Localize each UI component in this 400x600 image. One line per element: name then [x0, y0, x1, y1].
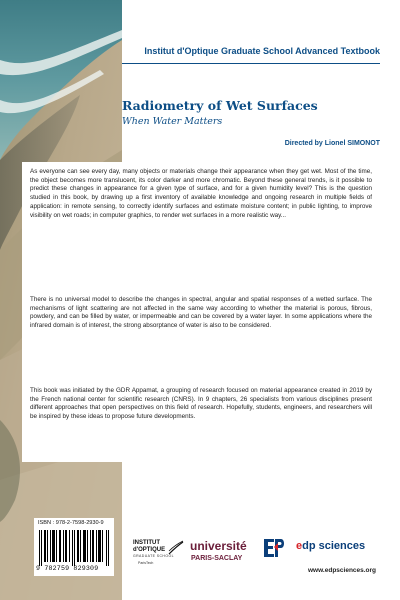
institut-logo-text-3: GRADUATE SCHOOL — [133, 554, 174, 558]
book-subtitle: When Water Matters — [122, 116, 223, 127]
book-director: Directed by Lionel SIMONOT — [284, 140, 380, 147]
isbn-digits: 9 782759 829309 — [36, 565, 99, 572]
header-divider — [122, 63, 380, 64]
ep-logo-icon — [262, 537, 286, 559]
publisher-website: www.edpsciences.org — [308, 567, 377, 574]
series-title: Institut d'Optique Graduate School Advanced Textbook — [144, 46, 380, 56]
edp-e-letter: e — [296, 540, 303, 552]
paragraph-origin: This book was initiated by the GDR Appamat, a grouping of research focused on material appearance created in 2019 by the French national center for scientific research (CNRS). In 9 chapters, 26 specialists from various disciplines present different approaches that open perspectives on this field of research. Hopefully, students, engineers, and researchers will be inspired by these ideas to propose future developments. — [30, 387, 372, 421]
institut-wave-icon — [168, 540, 184, 556]
institut-logo-text: INSTITUT — [133, 540, 160, 546]
edp-rest-text: dp sciences — [302, 540, 366, 552]
universite-logo: université — [190, 539, 247, 553]
edp-sciences-logo — [296, 540, 365, 552]
paragraph-mechanisms: There is no universal model to describe the changes in spectral, angular and spatial responses of a wetted surface. The mechanisms of light scattering are not affected in the same way according to whether the material is porous, fibrous, powdery, and can be filled by water, or impermeable and can be covered by a water layer. In some applications where the infrared domain is of interest, the strong absorptance of water is also to be considered. — [30, 296, 372, 330]
barcode — [38, 530, 110, 566]
paragraph-intro: As everyone can see every day, many objects or materials change their appearance when they get wet. Most of the time, the object becomes more translucent, its color darker and more chromatic. Beyond these general trends, is it possible to predict these changes in appearance for a given type of surface, and for a given humidity level? This is the question studied in this book, by drawing up a first inventory of available knowledge and ongoing research in multiple fields of application: in remote sensing, to correctly identify surfaces and estimate moisture content; in public lighting, to improve visibility on wet roads; in computer graphics, to render wet surfaces in a more realistic way... — [30, 168, 372, 219]
book-title: Radiometry of Wet Surfaces — [122, 98, 318, 113]
paris-saclay-logo: PARIS-SACLAY — [191, 555, 243, 562]
institut-logo-text-4: ParisTech — [138, 561, 154, 565]
institut-logo-text-2: d'OPTIQUE — [133, 547, 166, 553]
isbn-label: ISBN : 978-2-7598-2930-9 — [38, 520, 104, 526]
